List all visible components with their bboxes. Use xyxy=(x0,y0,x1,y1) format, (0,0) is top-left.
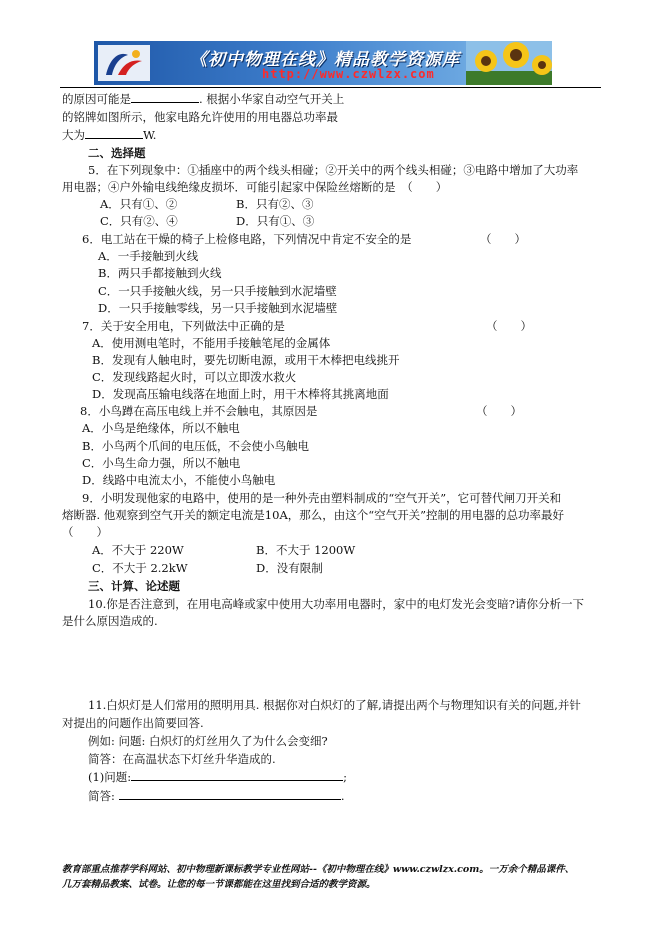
q7-option-b: B．发现有人触电时，要先切断电源，或用干木棒把电线挑开 xyxy=(92,353,400,367)
q11-answer-1 xyxy=(88,788,345,804)
q11-answer-1-blank[interactable] xyxy=(119,788,341,800)
q6-answer-paren: （ ） xyxy=(480,232,526,246)
q6-option-a: A．一手接触到火线 xyxy=(98,249,199,263)
banner-title: 《初中物理在线》精品教学资源库 xyxy=(190,50,460,70)
q11-stem-line-1: 11.白炽灯是人们常用的照明用具. 根据你对白炽灯的了解,请提出两个与物理知识有关的问题,并针 xyxy=(88,698,581,712)
section-heading-choice: 二、选择题 xyxy=(88,146,146,160)
intro-text: . 根据小华家自动空气开关上 xyxy=(199,92,345,106)
q6-option-d: D．一只手接触零线，另一只手接触到水泥墙壁 xyxy=(98,301,338,315)
header-rule xyxy=(60,87,601,88)
q8-option-a: A．小鸟是绝缘体，所以不触电 xyxy=(82,421,240,435)
q10-stem-line-1: 10.你是否注意到，在用电高峰或家中使用大功率用电器时，家中的电灯发光会变暗?请你分析一下 xyxy=(88,597,584,611)
banner-url[interactable]: http://www.czwlzx.com xyxy=(262,67,435,81)
q11-answer-end: . xyxy=(340,789,345,803)
q7-option-c: C．发现线路起火时，可以立即泼水救火 xyxy=(92,370,297,384)
q7-option-d: D．发现高压输电线落在地面上时，用干木棒将其挑离地面 xyxy=(92,387,389,401)
q9-stem-line-1: 9．小明发现他家的电路中，使用的是一种外壳由塑料制成的“空气开关”，它可替代闸刀开关和 xyxy=(82,491,562,505)
q5-stem-line-1: 5．在下列现象中：①插座中的两个线头相碰；②开关中的两个线头相碰；③电路中增加了大功率 xyxy=(88,163,579,177)
site-banner xyxy=(94,41,552,85)
q5-option-c: C．只有②、④ xyxy=(100,214,178,228)
q9-option-c: C．不大于 2.2kW xyxy=(92,561,188,575)
q9-option-a: A．不大于 220W xyxy=(92,543,184,557)
intro-text: W. xyxy=(143,128,157,142)
q7-option-a: A．使用测电笔时，不能用手接触笔尾的金属体 xyxy=(92,336,331,350)
q5-option-d: D．只有①、③ xyxy=(236,214,315,228)
intro-line-2: 的铭牌如图所示，他家电路允许使用的用电器总功率最 xyxy=(62,110,338,124)
q11-question-label: (1)问题: xyxy=(88,770,132,784)
intro-text: 的原因可能是 xyxy=(62,92,131,106)
intro-line-1 xyxy=(62,91,344,107)
q9-option-d: D．没有限制 xyxy=(256,561,323,575)
q7-stem: 7．关于安全用电，下列做法中正确的是 xyxy=(82,319,285,333)
q11-question-1 xyxy=(88,769,347,785)
q5-stem-line-2: 用电器；④户外输电线绝缘皮损坏．可能引起家中保险丝熔断的是 （ ） xyxy=(62,180,448,194)
section-heading-calc: 三、计算、论述题 xyxy=(88,579,180,593)
q8-option-b: B．小鸟两个爪间的电压低，不会使小鸟触电 xyxy=(82,439,309,453)
q9-stem-line-2: 熔断器. 他观察到空气开关的额定电流是10A，那么，由这个“空气开关”控制的用电器的总功率最好 xyxy=(62,508,565,522)
answer-blank[interactable] xyxy=(85,127,143,139)
q11-example-question: 例如: 问题: 白炽灯的灯丝用久了为什么会变细? xyxy=(88,734,328,748)
footer-line-2: 几万套精品教案、试卷。让您的每一节课都能在这里找到合适的教学资源。 xyxy=(62,879,376,890)
q7-answer-paren: （ ） xyxy=(486,319,532,333)
q11-answer-label: 简答: xyxy=(88,789,115,803)
q10-stem-line-2: 是什么原因造成的. xyxy=(62,614,158,628)
site-logo-icon xyxy=(98,45,150,81)
q6-stem: 6．电工站在干燥的椅子上检修电路，下列情况中肯定不安全的是 xyxy=(82,232,412,246)
q6-option-b: B．两只手都接触到火线 xyxy=(98,266,222,280)
q8-answer-paren: （ ） xyxy=(476,404,522,418)
q11-question-1-blank[interactable] xyxy=(131,769,343,781)
intro-line-3 xyxy=(62,127,156,143)
q8-option-c: C．小鸟生命力强，所以不触电 xyxy=(82,456,241,470)
page-footer xyxy=(62,862,622,892)
q5-option-b: B．只有②、③ xyxy=(236,197,314,211)
q9-answer-paren: （ ） xyxy=(62,525,108,539)
q8-option-d: D．线路中电流太小，不能使小鸟触电 xyxy=(82,473,276,487)
footer-line-1: 教育部重点推荐学科网站、初中物理新课标教学专业性网站--《初中物理在线》www.czwlzx.com。一万余个精品课件、 xyxy=(62,864,575,875)
q8-stem: 8．小鸟蹲在高压电线上并不会触电，其原因是 xyxy=(80,404,318,418)
q5-option-a: A．只有①、② xyxy=(100,197,178,211)
sunflower-image xyxy=(466,41,552,85)
q11-question-end: ; xyxy=(343,770,348,784)
q9-option-b: B．不大于 1200W xyxy=(256,543,356,557)
q11-example-answer: 简答：在高温状态下灯丝升华造成的. xyxy=(88,752,276,766)
answer-blank[interactable] xyxy=(131,91,199,103)
q6-option-c: C．一只手接触火线，另一只手接触到水泥墙壁 xyxy=(98,284,337,298)
q11-stem-line-2: 对提出的问题作出简要回答. xyxy=(62,716,204,730)
intro-text: 大为 xyxy=(62,128,85,142)
